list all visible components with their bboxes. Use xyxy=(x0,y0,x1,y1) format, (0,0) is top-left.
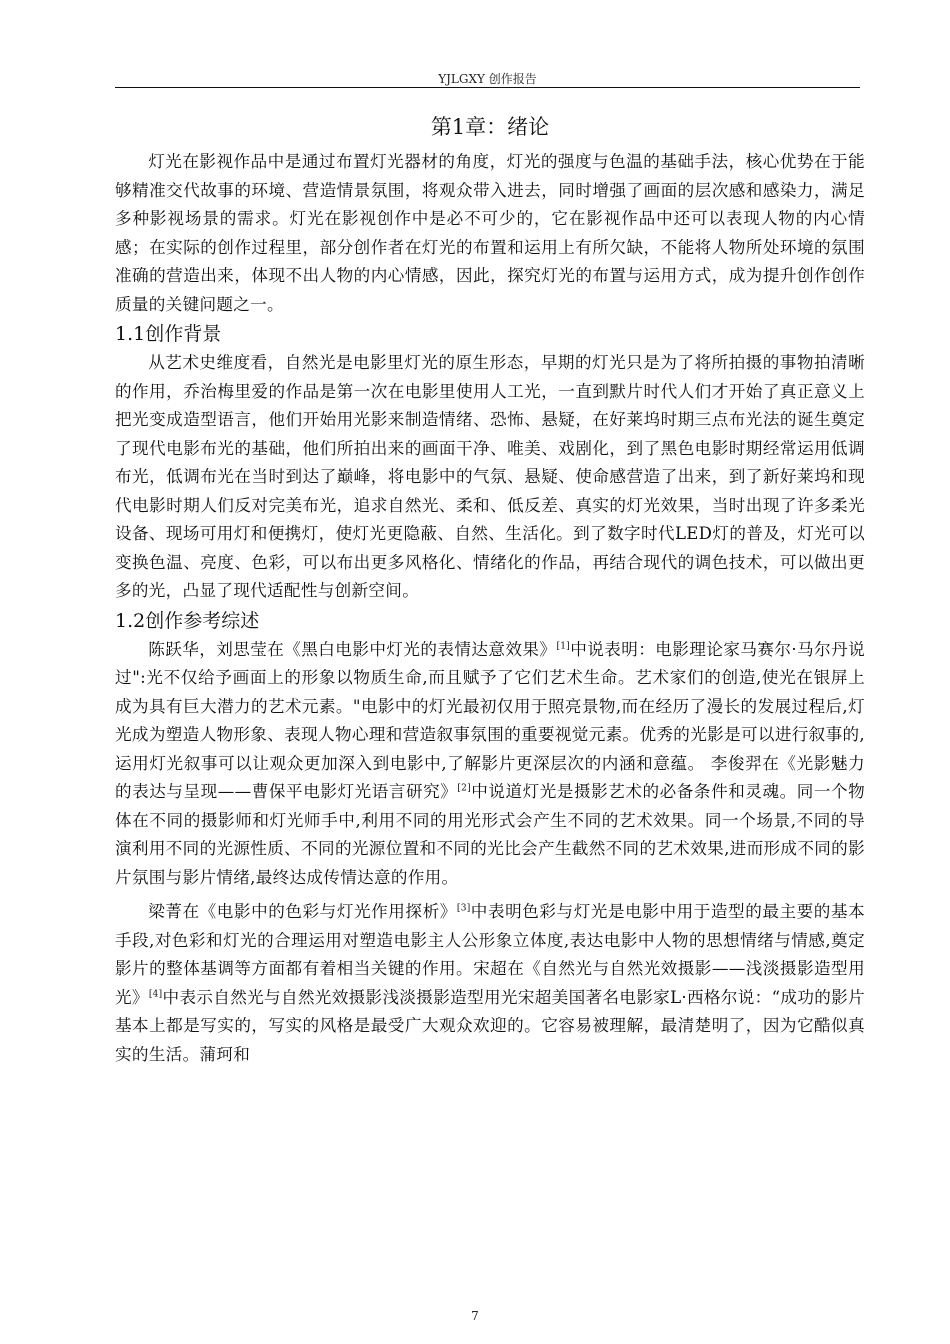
text-run: 中说道灯光是摄影艺术的必备条件和灵魂。同一个物体在不同的摄影师和灯光师手中,利用不同的用光形式会产生不同的艺术效果。同一个场景,不同的导演利用不同的光源性质、不同的光源位置和不同的光比会产生截然不同的艺术效果,进而形成不同的影片氛围与影片情绪,最终达成传情达意的作用。 xyxy=(115,782,865,887)
citation-ref: [1] xyxy=(556,640,571,651)
citation-ref: [4] xyxy=(148,988,163,999)
header-rule xyxy=(115,87,860,88)
section-1-2-paragraph-1 xyxy=(115,636,865,893)
page-number: 7 xyxy=(471,1309,479,1323)
text-run: 陈跃华，刘思莹在《黑白电影中灯光的表情达意效果》 xyxy=(148,639,557,659)
chapter-intro-paragraph: 灯光在影视作品中是通过布置灯光器材的角度，灯光的强度与色温的基础手法，核心优势在于能够精准交代故事的环境、营造情景氛围，将观众带入进去，同时增强了画面的层次感和感染力，满足多种影视场景的需求。灯光在影视创作中是必不可少的，它在影视作品中还可以表现人物的内心情感；在实际的创作过程里，部分创作者在灯光的布置和运用上有所欠缺，不能将人物所处环境的氛围准确的营造出来，体现不出人物的内心情感，因此，探究灯光的布置与运用方式，成为提升创作创作质量的关键问题之一。 xyxy=(115,152,865,314)
running-header: YJLGXY 创作报告 xyxy=(438,72,537,86)
text-run: 中表明色彩与灯光是电影中用于造型的最主要的基本手段,对色彩和灯光的合理运用对塑造电影主人公形象立体度,表达电影中人物的思想情绪与情感,奠定影片的整体基调等方面都有着相当关键的作用。宋超在《自然光与自然光效摄影——浅淡摄影造型用光》 xyxy=(115,902,865,1007)
section-heading-1-2: 1.2创作参考综述 xyxy=(115,609,260,632)
section-1-1-paragraph: 从艺术史维度看，自然光是电影里灯光的原生形态，早期的灯光只是为了将所拍摄的事物拍清晰的作用，乔治梅里爱的作品是第一次在电影里使用人工光，一直到默片时代人们才开始了真正意义上把光变成造型语言，他们开始用光影来制造情绪、恐怖、悬疑，在好莱坞时期三点布光法的诞生奠定了现代电影布光的基础，他们所拍出来的画面干净、唯美、戏剧化，到了黑色电影时期经常运用低调布光，低调布光在当时到达了巅峰，将电影中的气氛、悬疑、使命感营造了出来，到了新好莱坞和现代电影时期人们反对完美布光，追求自然光、柔和、低反差、真实的灯光效果，当时出现了许多柔光设备、现场可用灯和便携灯，使灯光更隐蔽、自然、生活化。到了数字时代LED灯的普及，灯光可以变换色温、亮度、色彩，可以布出更多风格化、情绪化的作品，再结合现代的调色技术，可以做出更多的光，凸显了现代适配性与创新空间。 xyxy=(115,353,865,600)
section-heading-1-1: 1.1创作背景 xyxy=(115,323,222,345)
chapter-title: 第1章：绪论 xyxy=(430,115,550,139)
section-1-2-paragraph-2 xyxy=(115,898,865,1069)
text-run: 中说表明：电影理论家马赛尔·马尔丹说过":光不仅给予画面上的形象以物质生命,而且赋予了它们艺术生命。艺术家们的创造,使光在银屏上成为具有巨大潜力的艺术元素。"电影中的灯光最初仅用于照亮景物,而在经历了漫长的发展过程后,灯光成为塑造人物形象、表现人物心理和营造叙事氛围的重要视觉元素。优秀的光影是可以进行叙事的,运用灯光叙事可以让观众更加深入到电影中,了解影片更深层次的内涵和意蕴。 李俊羿在《光影魅力的表达与呈现——曹保平电影灯光语言研究》 xyxy=(115,639,865,801)
citation-ref: [3] xyxy=(456,903,471,914)
document-body xyxy=(115,112,865,1069)
text-run: 梁菁在《电影中的色彩与灯光作用探析》 xyxy=(148,902,457,921)
text-run: 中表示自然光与自然光效摄影浅淡摄影造型用光宋超美国著名电影家L·西格尔说：“成功的影片基本上都是写实的，写实的风格是最受广大观众欢迎的。它容易被理解，最清楚明了，因为它酷似真实的生活。蒲珂和 xyxy=(115,987,865,1064)
citation-ref: [2] xyxy=(457,783,472,794)
